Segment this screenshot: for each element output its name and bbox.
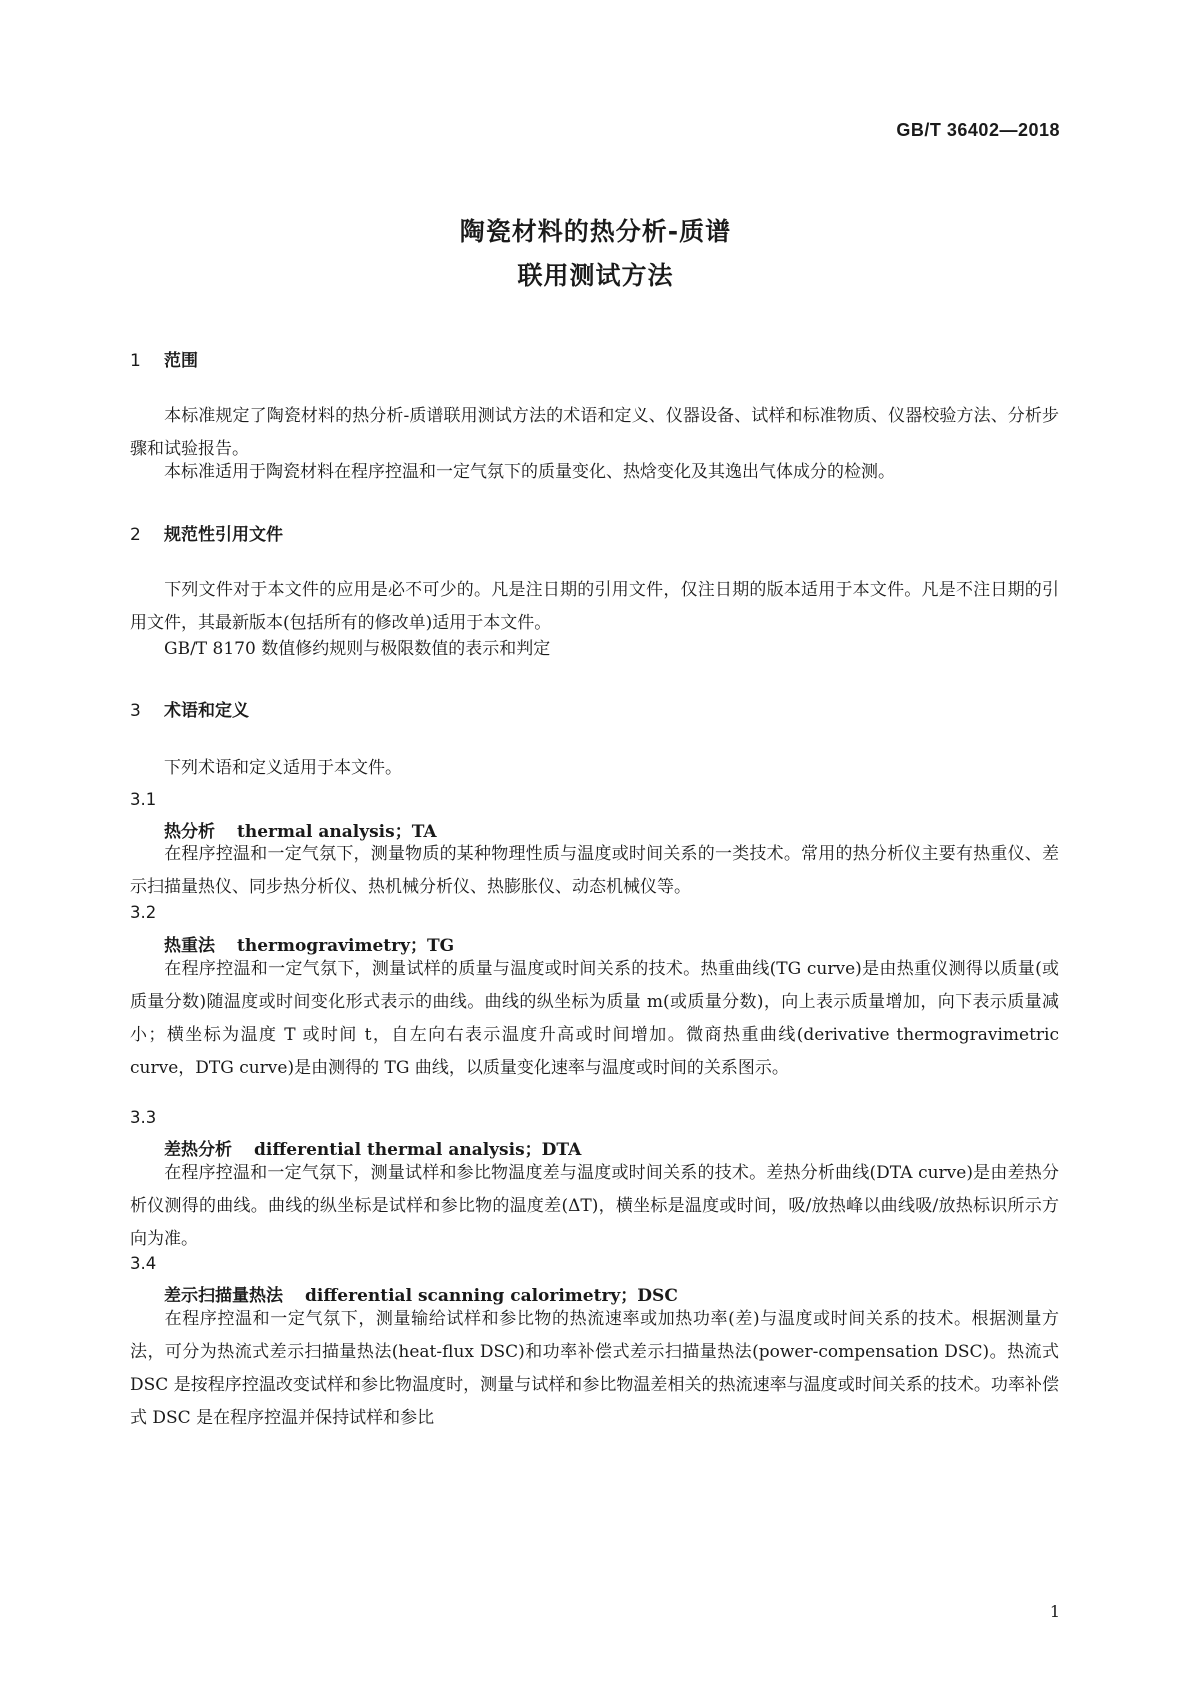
term-definition: [130, 1303, 1059, 1435]
term-en: differential scanning calorimetry；DSC: [305, 1286, 678, 1306]
section-title: 规范性引用文件: [164, 525, 283, 545]
term-zh: 热重法: [164, 936, 215, 956]
term-en: differential thermal analysis；DTA: [254, 1140, 582, 1160]
section-number: 2: [130, 525, 141, 545]
standard-code: GB/T 36402—2018: [896, 120, 1060, 140]
paragraph-text: 在程序控温和一定气氛下，测量试样和参比物温度差与温度或时间关系的技术。差热分析曲线(DTA curve)是由差热分析仪测得的曲线。曲线的纵坐标是试样和参比物的温度差(ΔT)，横坐标是温度或时间，吸/放热峰以曲线吸/放热标识所示方向为准。: [130, 1163, 1059, 1249]
paragraph-text: 在程序控温和一定气氛下，测量输给试样和参比物的热流速率或加热功率(差)与温度或时间关系的技术。根据测量方法，可分为热流式差示扫描量热法(heat-flux DSC)和功率补偿式差示扫描量热法(power-compensation DSC)。热流式 DSC 是按程序控温改变试样和参比物温度时，测量与试样和参比物温差相关的热流速率与温度或时间关系的技术。功率补偿式 DSC 是在程序控温并保持试样和参比: [130, 1309, 1059, 1428]
term-definition: [130, 838, 1059, 904]
document-title-line2: 联用测试方法: [517, 261, 674, 290]
section-number: 1: [130, 351, 141, 371]
paragraph: [130, 456, 1059, 489]
paragraph-text: 本标准适用于陶瓷材料在程序控温和一定气氛下的质量变化、热焓变化及其逸出气体成分的检测。: [164, 462, 895, 482]
term-zh: 差示扫描量热法: [164, 1286, 283, 1306]
paragraph: [130, 574, 1059, 640]
section-heading-1: [130, 346, 198, 371]
document-title-line1: 陶瓷材料的热分析-质谱: [459, 217, 732, 246]
reference-item: [130, 633, 1059, 666]
page-number: 1: [1049, 1602, 1060, 1621]
term-definition: [130, 1157, 1059, 1256]
paragraph-text: 在程序控温和一定气氛下，测量物质的某种物理性质与温度或时间关系的一类技术。常用的热分析仪主要有热重仪、差示扫描量热仪、同步热分析仪、热机械分析仪、热膨胀仪、动态机械仪等。: [130, 844, 1059, 897]
paragraph-text: 下列术语和定义适用于本文件。: [164, 758, 402, 778]
paragraph-text: GB/T 8170 数值修约规则与极限数值的表示和判定: [164, 639, 551, 659]
paragraph-text: 本标准规定了陶瓷材料的热分析-质谱联用测试方法的术语和定义、仪器设备、试样和标准物质、仪器校验方法、分析步骤和试验报告。: [130, 406, 1059, 459]
term-en: thermal analysis；TA: [237, 822, 437, 842]
term-number: 3.3: [130, 1108, 157, 1127]
term-number: 3.2: [130, 903, 157, 922]
term-en: thermogravimetry；TG: [237, 936, 455, 956]
term-definition: [130, 953, 1059, 1085]
term-number: 3.4: [130, 1254, 157, 1273]
term-zh: 热分析: [164, 822, 215, 842]
paragraph-text: 下列文件对于本文件的应用是必不可少的。凡是注日期的引用文件，仅注日期的版本适用于本文件。凡是不注日期的引用文件，其最新版本(包括所有的修改单)适用于本文件。: [130, 580, 1059, 633]
section-title: 术语和定义: [164, 701, 249, 721]
term-zh: 差热分析: [164, 1140, 232, 1160]
section-number: 3: [130, 701, 141, 721]
section-heading-2: [130, 520, 283, 545]
section-heading-3: [130, 696, 249, 721]
term-number: 3.1: [130, 790, 157, 809]
paragraph-text: 在程序控温和一定气氛下，测量试样的质量与温度或时间关系的技术。热重曲线(TG curve)是由热重仪测得以质量(或质量分数)随温度或时间变化形式表示的曲线。曲线的纵坐标为质量 m(或质量分数)，向上表示质量增加，向下表示质量减小；横坐标为温度 T 或时间 t，自左向右表示温度升高或时间增加。微商热重曲线(derivative thermogravimetric curve，DTG curve)是由测得的 TG 曲线，以质量变化速率与温度或时间的关系图示。: [130, 959, 1059, 1078]
section-title: 范围: [164, 351, 198, 371]
paragraph: [130, 752, 1059, 785]
